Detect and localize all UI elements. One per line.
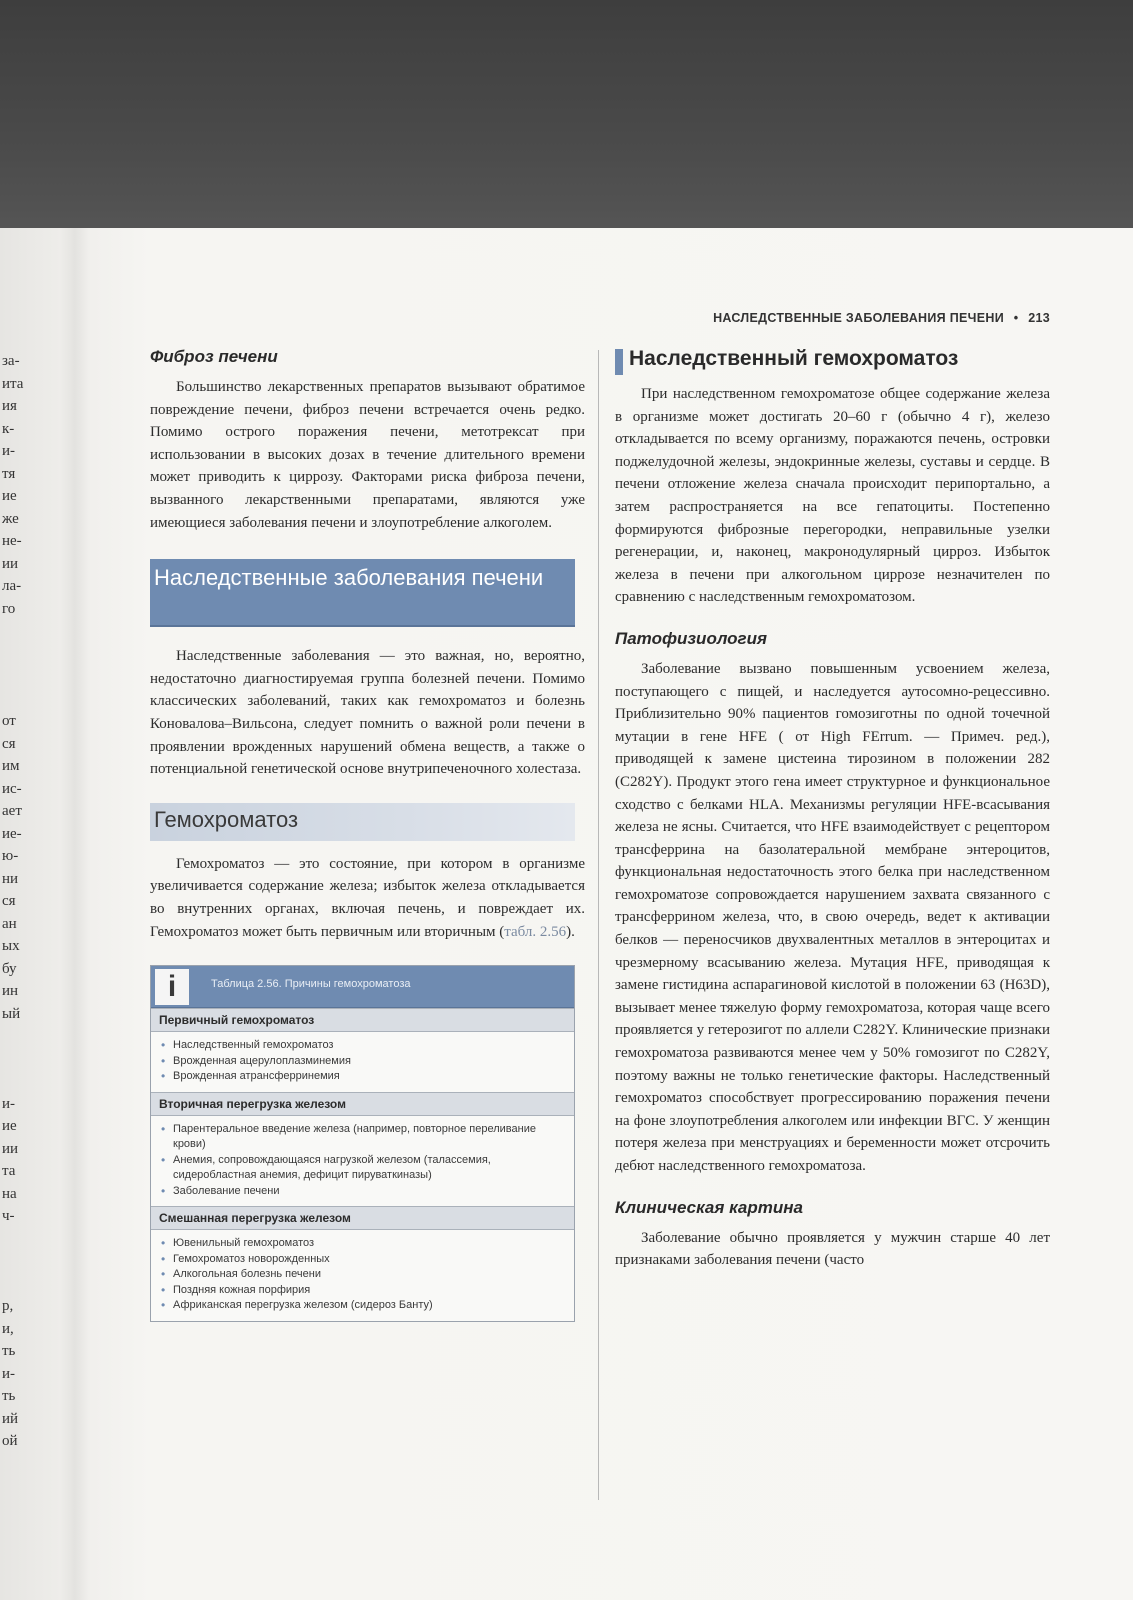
- hemochromatosis-text-end: ).: [566, 923, 575, 940]
- margin-fragment: [2, 1228, 38, 1251]
- margin-fragment: [2, 1025, 38, 1048]
- margin-fragment: ии: [2, 1140, 19, 1157]
- margin-fragment: ых: [2, 938, 20, 954]
- margin-fragment: и-: [2, 1365, 16, 1382]
- clinical-paragraph: Заболевание обычно проявляется у мужчин старше 40 лет признаками заболевания печени (часто: [615, 1229, 1050, 1269]
- info-table-item: • Наследственный гемохроматоз: [161, 1038, 564, 1054]
- margin-fragment: [2, 643, 38, 666]
- margin-fragment: ие: [2, 488, 17, 504]
- hemochromatosis-section-bar: Гемохроматоз: [150, 803, 575, 841]
- info-table-item: • Анемия, сопровождающаяся нагрузкой железом (талассемия, сидеробластная анемия, дефицит пируваткиназы): [161, 1153, 564, 1184]
- margin-fragment: им: [2, 758, 20, 774]
- margin-fragment: ита: [2, 375, 24, 392]
- margin-fragment: [2, 688, 38, 711]
- intro-paragraph: При наследственном гемохроматозе общее содержание железа в организме может достигать 20–60 г (обычно 4 г), железо откладывается по всему организму, поражаются печень, островки поджелудочной железы, эндокринные железы, суставы и сердце. В печени отложение железа сначала происходит перипортально, а затем распространяется на все гепатоциты. Постепенно формируются фиброзные перегородки, неправильные узелки регенерации, и, наконец, макронодулярный цирроз. Избыток железа в печени при алкогольном циррозе незначителен по сравнению с наследственным гемохроматозом.: [615, 386, 1050, 606]
- fibrosis-paragraph: Большинство лекарственных препаратов вызывают обратимое повреждение печени, фиброз печени встречается очень редко. Помимо острого поражения печени, метотрексат при использовании в высоких дозах в течение длительного времени может приводить к циррозу. Факторами риска фиброза печени, вызванного лекарственными препаратами, являются уже имеющиеся заболевания печени и злоупотребление алкоголем.: [150, 379, 585, 531]
- left-column: [150, 347, 585, 1322]
- info-table-list: [151, 1230, 574, 1321]
- margin-fragment: ся: [2, 735, 16, 752]
- previous-page-margin-fragments: [2, 350, 38, 1453]
- title-marker-icon: [615, 349, 623, 375]
- margin-fragment: и,: [2, 1320, 14, 1337]
- section-title-text: Наследственный гемохроматоз: [629, 347, 959, 370]
- info-table-sections: [151, 1008, 574, 1321]
- margin-fragment: [2, 1273, 38, 1296]
- info-table-list: [151, 1032, 574, 1092]
- margin-fragment: ает: [2, 803, 22, 819]
- margin-fragment: не-: [2, 533, 22, 549]
- margin-fragment: к-: [2, 420, 15, 437]
- section-title: [615, 347, 1050, 377]
- running-head-title: НАСЛЕДСТВЕННЫЕ ЗАБОЛЕВАНИЯ ПЕЧЕНИ: [713, 311, 1004, 325]
- margin-fragment: ин: [2, 983, 19, 999]
- margin-fragment: и-: [2, 443, 16, 459]
- info-table-item: • Парентеральное введение железа (например, повторное переливание крови): [161, 1122, 564, 1153]
- info-table-section-heading: Смешанная перегрузка железом: [151, 1206, 574, 1230]
- margin-fragment: [2, 1250, 38, 1273]
- column-divider: [598, 350, 599, 1500]
- margin-fragment: [2, 1070, 38, 1093]
- margin-fragment: [2, 1048, 38, 1071]
- info-table-item: • Ювенильный гемохроматоз: [161, 1236, 564, 1252]
- margin-fragment: и-: [2, 1095, 16, 1112]
- margin-fragment: ся: [2, 893, 16, 909]
- hemochromatosis-text: Гемохроматоз — это состояние, при котором в организме увеличивается содержание железа; избыток железа откладывается во внутренних органах, включая печень, и повреждает их. Гемохроматоз может быть первичным или вторичным (: [150, 855, 585, 940]
- margin-fragment: р,: [2, 1298, 14, 1314]
- info-table-header: [151, 966, 574, 1008]
- fibrosis-heading: Фиброз печени: [150, 347, 278, 366]
- info-table-item: • Африканская перегрузка железом (сидероз Банту): [161, 1298, 564, 1314]
- margin-fragment: за-: [2, 353, 20, 369]
- margin-fragment: ть: [2, 1343, 16, 1359]
- running-head-separator: •: [1013, 311, 1019, 325]
- info-table-item: • Врожденная ацерулоплазминемия: [161, 1054, 564, 1070]
- margin-fragment: ла-: [2, 578, 22, 594]
- margin-fragment: ч-: [2, 1208, 15, 1224]
- margin-fragment: [2, 665, 38, 688]
- hereditary-paragraph: Наследственные заболевания — это важная, но, вероятно, недостаточно диагностируемая группа болезней печени. Помимо классических заболеваний, таких как гемохроматоз и болезнь Коновалова–Вильсона, следует помнить о важной роли печени в проявлении врожденных нарушений обмена веществ, а также о потенциальной генетической основе внутрипеченочного холестаза.: [150, 648, 585, 778]
- margin-fragment: ие: [2, 1118, 17, 1134]
- info-table-item: • Поздняя кожная порфирия: [161, 1283, 564, 1299]
- margin-fragment: ия: [2, 398, 17, 414]
- margin-fragment: та: [2, 1163, 16, 1179]
- running-head: [640, 311, 1050, 325]
- margin-fragment: [2, 620, 38, 643]
- margin-fragment: ии: [2, 555, 19, 572]
- info-icon: i: [155, 969, 189, 1005]
- margin-fragment: же: [2, 510, 19, 527]
- info-table-section-heading: Вторичная перегрузка железом: [151, 1092, 574, 1116]
- table-reference-link[interactable]: табл. 2.56: [504, 923, 567, 940]
- info-table-list: [151, 1116, 574, 1207]
- margin-fragment: ни: [2, 870, 19, 887]
- gutter-shadow: [60, 228, 90, 1600]
- margin-fragment: ис-: [2, 780, 22, 797]
- info-table-item: • Гемохроматоз новорожденных: [161, 1252, 564, 1268]
- margin-fragment: ый: [2, 1005, 21, 1022]
- pathophysiology-heading: Патофизиология: [615, 628, 768, 648]
- info-table-title: Таблица 2.56. Причины гемохроматоза: [211, 978, 411, 991]
- margin-fragment: ий: [2, 1410, 19, 1427]
- info-table-item: • Врожденная атрансферринемия: [161, 1069, 564, 1085]
- info-table-causes: [150, 965, 575, 1322]
- margin-fragment: от: [2, 713, 16, 729]
- info-table-item: • Заболевание печени: [161, 1184, 564, 1200]
- clinical-heading: Клиническая картина: [615, 1197, 803, 1217]
- margin-fragment: ой: [2, 1433, 18, 1449]
- margin-fragment: ие-: [2, 825, 22, 842]
- page-number: 213: [1028, 311, 1050, 325]
- margin-fragment: тя: [2, 465, 16, 482]
- right-column: [615, 347, 1050, 1272]
- info-table-section-heading: Первичный гемохроматоз: [151, 1008, 574, 1032]
- pathophysiology-paragraph: Заболевание вызвано повышенным усвоением железа, поступающего с пищей, и наследуется аутосомно-рецессивно. Приблизительно 90% пациентов гомозиготны по одной точечной мутации в гене HFE ( от High FErrum. — Примеч. ред.), приводящей к замене цистеина тирозином в положении 282 (C282Y). Продукт этого гена имеет структурное и функциональное сходство с белками HLA. Механизмы регуляции HFE-всасывания железа не ясны. Считается, что HFE взаимодействует с рецептором трансферрина на базолатеральной мембране энтероцитов, функциональная недостаточность этого белка при наследственном гемохроматозе сопровождается нарушением захвата связанного с трансферрином железа, что, в свою очередь, ведет к активации белков — переносчиков двухвалентных металлов в энтероцитах и чрезмерному всасыванию железа. Мутация HFE, приводящая к замене гистидина аспарагиновой кислотой в положении 63 (H63D), вызывает менее тяжелую форму гемохроматоза, которая чаще всего проявляется у гетерозигот по аллели C282Y. Клинические признаки гемохроматоза развиваются менее чем у 50% гомозигот по C282Y, поэтому важны не только генетические факторы. Наследственный гемохроматоз способствует прогрессированию поражения печени на фоне злоупотребления алкоголем или инфекции ВГС. У женщин потеря железа при менструациях и беременности может отсрочить дебют наследственного гемохроматоза.: [615, 660, 1050, 1174]
- margin-fragment: ть: [2, 1388, 16, 1404]
- margin-fragment: ан: [2, 915, 17, 932]
- scan-dark-top-band: [0, 0, 1133, 232]
- hemochromatosis-paragraph: [150, 853, 585, 943]
- margin-fragment: ю-: [2, 848, 19, 864]
- margin-fragment: го: [2, 600, 16, 617]
- margin-fragment: на: [2, 1185, 17, 1202]
- info-table-item: • Алкогольная болезнь печени: [161, 1267, 564, 1283]
- margin-fragment: бу: [2, 960, 17, 977]
- hereditary-diseases-banner: Наследственные заболевания печени: [150, 559, 575, 627]
